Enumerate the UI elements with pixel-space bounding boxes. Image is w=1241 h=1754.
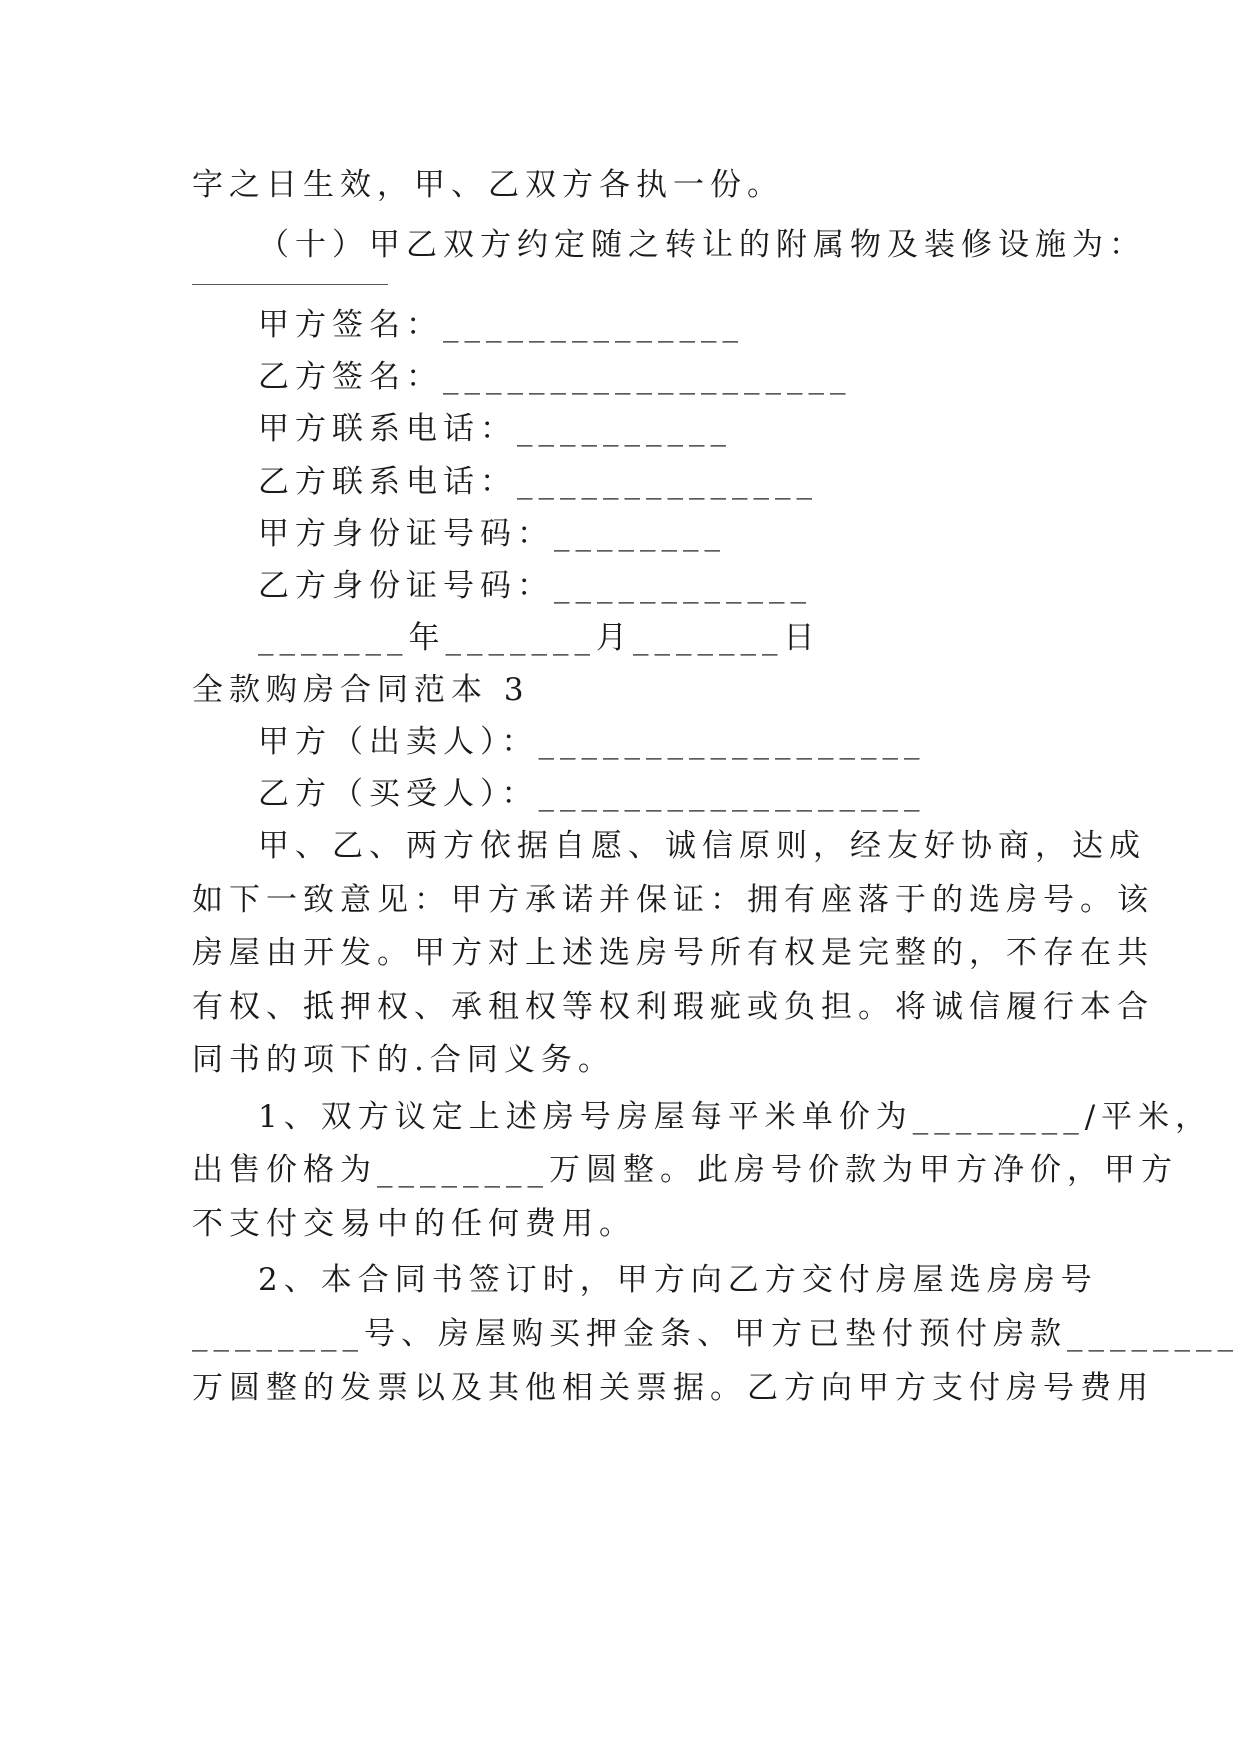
- text-line: 甲、乙、两方依据自愿、诚信原则，经友好协商，达成: [258, 828, 1146, 864]
- text-line: 有权、抵押权、承租权等权利瑕疵或负担。将诚信履行本合: [192, 989, 1154, 1025]
- blank-rule: [192, 284, 388, 285]
- section-heading: 全款购房合同范本 3: [192, 672, 530, 708]
- text-line: 甲方签名：______________: [258, 307, 744, 343]
- text-line: _______年_______月_______日: [258, 620, 821, 656]
- text-line: 2、本合同书签订时，甲方向乙方交付房屋选房房号: [258, 1262, 1098, 1298]
- text-line: （十）甲乙双方约定随之转让的附属物及装修设施为：: [258, 227, 1146, 263]
- text-line: 乙方身份证号码：____________: [258, 568, 812, 604]
- text-line: 乙方联系电话：______________: [258, 464, 818, 500]
- text-line: 乙方（买受人）：__________________: [258, 776, 926, 812]
- text-line: 同书的项下的.合同义务。: [192, 1042, 615, 1078]
- text-line: 甲方（出卖人）：__________________: [258, 724, 926, 760]
- text-line: 甲方身份证号码：________: [258, 516, 726, 552]
- text-line: 1、双方议定上述房号房屋每平米单价为________/平米，: [258, 1099, 1213, 1135]
- text-line: ________号、房屋购买押金条、甲方已垫付预付房款________: [192, 1316, 1239, 1352]
- text-line: 不支付交易中的任何费用。: [192, 1206, 636, 1242]
- text-line: 甲方联系电话：__________: [258, 411, 732, 447]
- text-line: 出售价格为________万圆整。此房号价款为甲方净价，甲方: [192, 1152, 1178, 1188]
- text-line: 乙方签名：___________________: [258, 359, 852, 395]
- text-line: 字之日生效，甲、乙双方各执一份。: [192, 167, 784, 203]
- text-line: 房屋由开发。甲方对上述选房号所有权是完整的，不存在共: [192, 935, 1154, 971]
- text-line: 如下一致意见：甲方承诺并保证：拥有座落于的选房号。该: [192, 882, 1154, 918]
- text-line: 万圆整的发票以及其他相关票据。乙方向甲方支付房号费用: [192, 1370, 1154, 1406]
